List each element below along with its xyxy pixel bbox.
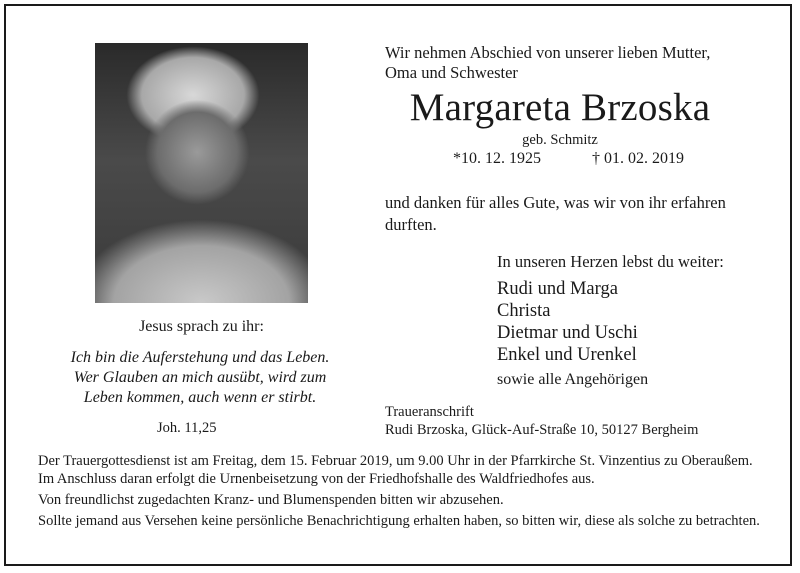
thanks-text xyxy=(385,192,765,236)
family-member: Enkel und Urenkel xyxy=(497,345,637,365)
deceased-name: Margareta Brzoska xyxy=(409,86,711,129)
verse-reference: Joh. 11,25 xyxy=(157,420,217,436)
family-list xyxy=(497,278,638,366)
other-relatives: sowie alle Angehörigen xyxy=(497,371,649,388)
verse-line: Leben kommen, auch wenn er stirbt. xyxy=(83,389,317,406)
mourning-address: Rudi Brzoska, Glück-Auf-Straße 10, 50127 Bergheim xyxy=(385,422,699,438)
bible-verse xyxy=(50,348,350,408)
notification-notice: Sollte jemand aus Versehen keine persönliche Benachrichtigung erhalten haben, so bitten wir, diese als solche zu betrachten. xyxy=(38,513,760,529)
verse-line: Wer Glauben an mich ausübt, wird zum xyxy=(73,369,327,386)
family-member: Christa xyxy=(497,301,551,321)
death-date: † 01. 02. 2019 xyxy=(592,150,684,167)
portrait-photo xyxy=(95,43,308,303)
service-notices xyxy=(38,452,768,533)
thanks-line: durften. xyxy=(385,215,437,234)
address-label: Traueranschrift xyxy=(385,404,474,420)
hearts-line: In unseren Herzen lebst du weiter: xyxy=(497,252,724,271)
family-member: Dietmar und Uschi xyxy=(497,323,638,343)
family-member: Rudi und Marga xyxy=(497,279,618,299)
intro-line: Oma und Schwester xyxy=(385,63,518,82)
intro-line: Wir nehmen Abschied von unserer lieben Mutter, xyxy=(385,43,711,62)
bible-intro: Jesus sprach zu ihr: xyxy=(139,318,264,335)
birth-date: *10. 12. 1925 xyxy=(453,150,541,167)
farewell-intro xyxy=(385,43,765,83)
thanks-line: und danken für alles Gute, was wir von ihr erfahren xyxy=(385,193,726,212)
verse-line: Ich bin die Auferstehung und das Leben. xyxy=(70,349,330,366)
maiden-name: geb. Schmitz xyxy=(522,132,598,148)
flower-notice: Von freundlichst zugedachten Kranz- und Blumenspenden bitten wir abzusehen. xyxy=(38,492,504,508)
service-notice: Der Trauergottesdienst ist am Freitag, dem 15. Februar 2019, um 9.00 Uhr in der Pfarrkirche St. Vinzentius zu Oberaußem. Im Anschluss daran erfolgt die Urnenbeisetzung von der Friedhofshalle des Waldfriedhofes aus. xyxy=(38,453,753,487)
